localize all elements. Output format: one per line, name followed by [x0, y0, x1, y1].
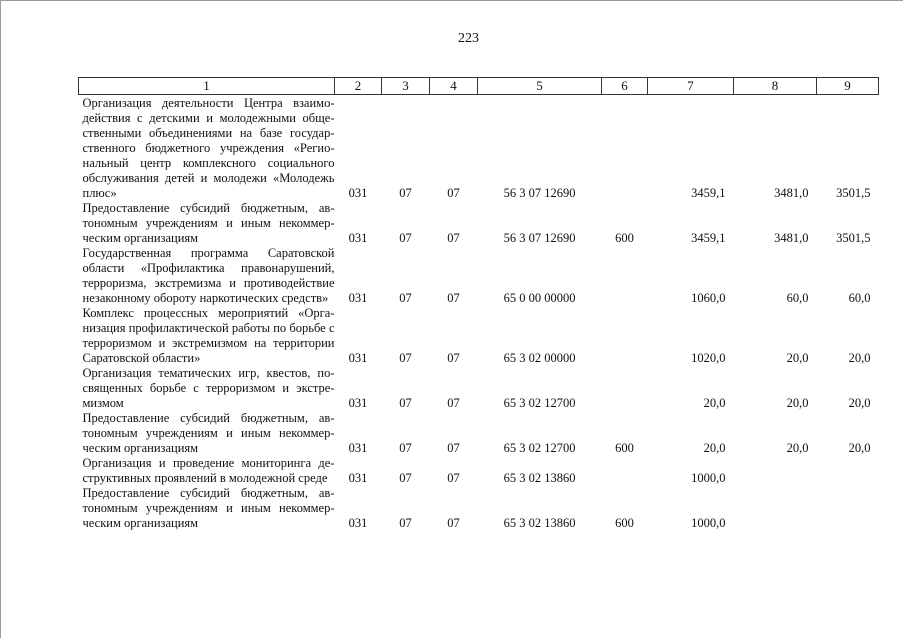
cell-amount-1: 1020,0 — [691, 351, 726, 365]
cell-target-code: 65 3 02 12700 — [503, 441, 576, 455]
table-row — [79, 95, 879, 202]
cell-expense-type: 600 — [615, 231, 634, 245]
cell-amount-1: 20,0 — [703, 396, 726, 410]
cell-amount-3 — [817, 486, 879, 531]
row-description: Организация тематических игр, квестов, посвященных борьбе с терроризмом и экстремизмом — [82, 366, 335, 410]
cell-expense-type: 600 — [615, 441, 634, 455]
table-row — [79, 306, 879, 366]
cell-subsection: 07 — [447, 231, 460, 245]
cell-amount-2 — [734, 486, 817, 531]
cell-amount-3: 20,0 — [848, 396, 871, 410]
cell-ministry: 031 — [348, 396, 368, 410]
cell-amount-2: 3481,0 — [774, 231, 809, 245]
cell-amount-3: 3501,5 — [836, 231, 871, 245]
table-row — [79, 456, 879, 486]
cell-expense-type — [602, 366, 648, 411]
cell-subsection: 07 — [447, 516, 460, 530]
column-header: 4 — [430, 78, 478, 95]
column-header: 1 — [79, 78, 335, 95]
budget-table — [78, 77, 879, 531]
cell-ministry: 031 — [348, 351, 368, 365]
row-description: Предоставление субсидий бюджетным, автономным учреждениям и иным некоммерческим организациям — [82, 411, 335, 455]
column-header: 6 — [602, 78, 648, 95]
cell-section: 07 — [399, 471, 412, 485]
cell-ministry: 031 — [348, 186, 368, 200]
cell-subsection: 07 — [447, 471, 460, 485]
row-description: Предоставление субсидий бюджетным, автономным учреждениям и иным некоммерческим организациям — [82, 201, 335, 245]
cell-section: 07 — [399, 291, 412, 305]
column-header: 5 — [478, 78, 602, 95]
cell-amount-1: 3459,1 — [691, 186, 726, 200]
page-number: 223 — [458, 31, 479, 46]
row-description: Комплекс процессных мероприятий «Организация профилактической работы по борьбе с терроризмом и экстремизмом на территории Саратовской области» — [82, 306, 335, 365]
row-description: Организация и проведение мониторинга деструктивных проявлений в молодежной среде — [82, 456, 335, 485]
row-description: Государственная программа Саратовской области «Профилактика правонарушений, терроризма, экстремизма и противодействие незаконному обороту наркотических средств» — [82, 246, 335, 305]
column-header: 8 — [734, 78, 817, 95]
cell-section: 07 — [399, 396, 412, 410]
table-row — [79, 366, 879, 411]
cell-section: 07 — [399, 441, 412, 455]
cell-subsection: 07 — [447, 396, 460, 410]
table-row — [79, 486, 879, 531]
cell-ministry: 031 — [348, 291, 368, 305]
cell-expense-type — [602, 95, 648, 202]
cell-target-code: 65 3 02 13860 — [503, 471, 576, 485]
cell-section: 07 — [399, 186, 412, 200]
cell-amount-3: 60,0 — [848, 291, 871, 305]
table-header-row — [79, 78, 879, 95]
table-row — [79, 246, 879, 306]
table-row — [79, 201, 879, 246]
cell-target-code: 56 3 07 12690 — [503, 186, 576, 200]
cell-amount-1: 1000,0 — [691, 516, 726, 530]
cell-amount-2: 20,0 — [786, 396, 809, 410]
cell-subsection: 07 — [447, 291, 460, 305]
cell-ministry: 031 — [348, 231, 368, 245]
cell-section: 07 — [399, 516, 412, 530]
cell-amount-1: 1060,0 — [691, 291, 726, 305]
row-description: Организация деятельности Центра взаимодействия с детскими и молодежными общественными объединениями на базе государственного бюджетного учреждения «Региональный центр комплексного социального обслуживания детей и молодежи «Молодежь плюс» — [82, 96, 335, 200]
cell-amount-3: 20,0 — [848, 441, 871, 455]
cell-ministry: 031 — [348, 441, 368, 455]
cell-target-code: 65 3 02 13860 — [503, 516, 576, 530]
table-row — [79, 411, 879, 456]
column-header: 3 — [382, 78, 430, 95]
column-header: 9 — [817, 78, 879, 95]
cell-target-code: 65 0 00 00000 — [503, 291, 576, 305]
cell-ministry: 031 — [348, 516, 368, 530]
cell-amount-3: 20,0 — [848, 351, 871, 365]
cell-subsection: 07 — [447, 441, 460, 455]
cell-section: 07 — [399, 351, 412, 365]
column-header: 2 — [335, 78, 382, 95]
cell-target-code: 65 3 02 12700 — [503, 396, 576, 410]
cell-target-code: 56 3 07 12690 — [503, 231, 576, 245]
cell-amount-1: 3459,1 — [691, 231, 726, 245]
cell-amount-2: 20,0 — [786, 441, 809, 455]
column-header: 7 — [648, 78, 734, 95]
cell-expense-type — [602, 306, 648, 366]
cell-amount-2: 3481,0 — [774, 186, 809, 200]
cell-section: 07 — [399, 231, 412, 245]
cell-expense-type — [602, 246, 648, 306]
cell-amount-3: 3501,5 — [836, 186, 871, 200]
cell-subsection: 07 — [447, 186, 460, 200]
cell-expense-type: 600 — [615, 516, 634, 530]
row-description: Предоставление субсидий бюджетным, автономным учреждениям и иным некоммерческим организациям — [82, 486, 335, 530]
cell-amount-2: 20,0 — [786, 351, 809, 365]
cell-amount-1: 1000,0 — [691, 471, 726, 485]
cell-target-code: 65 3 02 00000 — [503, 351, 576, 365]
cell-amount-3 — [817, 456, 879, 486]
cell-expense-type — [602, 456, 648, 486]
cell-amount-2 — [734, 456, 817, 486]
cell-amount-1: 20,0 — [703, 441, 726, 455]
cell-ministry: 031 — [348, 471, 368, 485]
cell-subsection: 07 — [447, 351, 460, 365]
cell-amount-2: 60,0 — [786, 291, 809, 305]
